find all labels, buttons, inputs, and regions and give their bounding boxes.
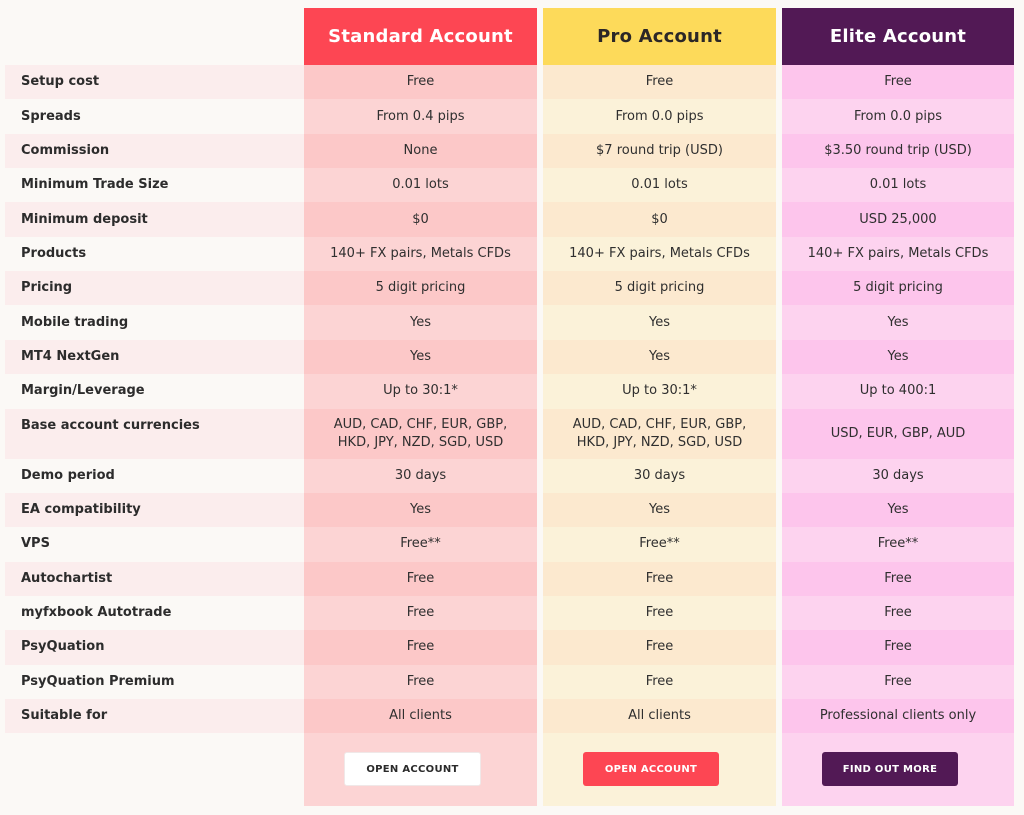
standard-value: Free (304, 65, 537, 99)
pro-value: $7 round trip (USD) (543, 134, 776, 168)
row-label: Pricing (5, 271, 304, 305)
table-row (5, 527, 1014, 561)
elite-value: Free** (877, 536, 919, 552)
elite-value: 140+ FX pairs, Metals CFDs (807, 245, 989, 261)
pro-account-header: Pro Account (543, 8, 776, 65)
standard-value: $0 (304, 202, 537, 236)
row-label: myfxbook Autotrade (5, 596, 304, 630)
standard-value: Yes (410, 314, 431, 330)
table-row (5, 596, 1014, 630)
row-label: Products (5, 237, 304, 271)
pro-value: $0 (543, 202, 776, 236)
pro-value: 30 days (633, 467, 686, 483)
standard-account-header: Standard Account (304, 8, 537, 65)
standard-value: Free (304, 562, 537, 596)
elite-find-out-more-button[interactable]: FIND OUT MORE (822, 752, 958, 786)
standard-value: Yes (304, 340, 537, 374)
table-row (5, 271, 1014, 305)
table-row (5, 665, 1014, 699)
pro-value: Yes (543, 493, 776, 527)
table-row (5, 134, 1014, 168)
table-row (5, 305, 1014, 339)
pro-value: 140+ FX pairs, Metals CFDs (569, 245, 750, 261)
table-row (5, 340, 1014, 374)
table-row (5, 699, 1014, 733)
row-label: Commission (5, 134, 304, 168)
row-label: Margin/Leverage (5, 374, 304, 408)
standard-value: Free (406, 673, 435, 689)
pro-value: 5 digit pricing (543, 271, 776, 305)
row-label: Mobile trading (5, 305, 304, 339)
standard-value: Free** (400, 536, 441, 552)
elite-value: Up to 400:1 (859, 383, 937, 399)
row-label: Minimum deposit (5, 202, 304, 236)
pro-value: All clients (543, 699, 776, 733)
elite-value: 0.01 lots (869, 177, 927, 193)
row-label: Autochartist (5, 562, 304, 596)
standard-value: All clients (304, 699, 537, 733)
row-label: Spreads (5, 99, 304, 133)
row-label: Suitable for (5, 699, 304, 733)
pro-value: Free (645, 673, 674, 689)
table-row (5, 65, 1014, 99)
row-label: EA compatibility (5, 493, 304, 527)
pro-open-account-button[interactable]: OPEN ACCOUNT (583, 752, 719, 786)
elite-value: Yes (887, 314, 909, 330)
pro-value: Yes (543, 340, 776, 374)
row-label: MT4 NextGen (5, 340, 304, 374)
elite-value: Free (782, 630, 1014, 664)
elite-value: Free (782, 562, 1014, 596)
elite-value: USD 25,000 (782, 202, 1014, 236)
pro-value: Free (645, 605, 674, 621)
table-row (5, 237, 1014, 271)
table-row (5, 99, 1014, 133)
elite-value: Free (884, 605, 912, 621)
row-label: Setup cost (5, 65, 304, 99)
row-label: PsyQuation (5, 630, 304, 664)
table-row (5, 493, 1014, 527)
standard-value: Free (406, 605, 435, 621)
elite-account-header: Elite Account (782, 8, 1014, 65)
elite-value: Free (782, 65, 1014, 99)
pro-value: Up to 30:1* (622, 383, 697, 399)
table-row (5, 630, 1014, 664)
table-row (5, 562, 1014, 596)
elite-value: Yes (782, 340, 1014, 374)
standard-value: AUD, CAD, CHF, EUR, GBP, HKD, JPY, NZD, SGD, USD (304, 409, 537, 459)
row-label: PsyQuation Premium (5, 665, 304, 699)
pro-value: Free** (639, 536, 680, 552)
standard-value: From 0.4 pips (376, 108, 465, 124)
standard-value: 140+ FX pairs, Metals CFDs (330, 245, 511, 261)
standard-open-account-button[interactable]: OPEN ACCOUNT (344, 752, 481, 786)
standard-value: None (304, 134, 537, 168)
table-row (5, 168, 1014, 202)
elite-value: Yes (782, 493, 1014, 527)
row-label: Base account currencies (5, 409, 304, 459)
pro-value: 0.01 lots (631, 177, 688, 193)
pro-value: From 0.0 pips (615, 108, 704, 124)
standard-value: 5 digit pricing (304, 271, 537, 305)
table-row (5, 374, 1014, 408)
pro-value: Yes (649, 314, 670, 330)
elite-value: Professional clients only (782, 699, 1014, 733)
elite-value: USD, EUR, GBP, AUD (782, 409, 1014, 459)
row-label: VPS (5, 527, 304, 561)
standard-value: Yes (304, 493, 537, 527)
row-label: Demo period (5, 459, 304, 493)
table-row (5, 459, 1014, 493)
pro-value: Free (543, 562, 776, 596)
standard-value: 30 days (394, 467, 447, 483)
pro-value: Free (543, 65, 776, 99)
standard-value: Free (304, 630, 537, 664)
elite-value: 5 digit pricing (782, 271, 1014, 305)
elite-value: 30 days (872, 467, 924, 483)
elite-value: Free (884, 673, 912, 689)
standard-value: Up to 30:1* (383, 383, 458, 399)
elite-value: From 0.0 pips (853, 108, 943, 124)
elite-value: $3.50 round trip (USD) (782, 134, 1014, 168)
pro-value: AUD, CAD, CHF, EUR, GBP, HKD, JPY, NZD, SGD, USD (543, 409, 776, 459)
pro-value: Free (543, 630, 776, 664)
standard-value: 0.01 lots (392, 177, 449, 193)
table-row (5, 409, 1014, 459)
row-label: Minimum Trade Size (5, 168, 304, 202)
table-row (5, 202, 1014, 236)
